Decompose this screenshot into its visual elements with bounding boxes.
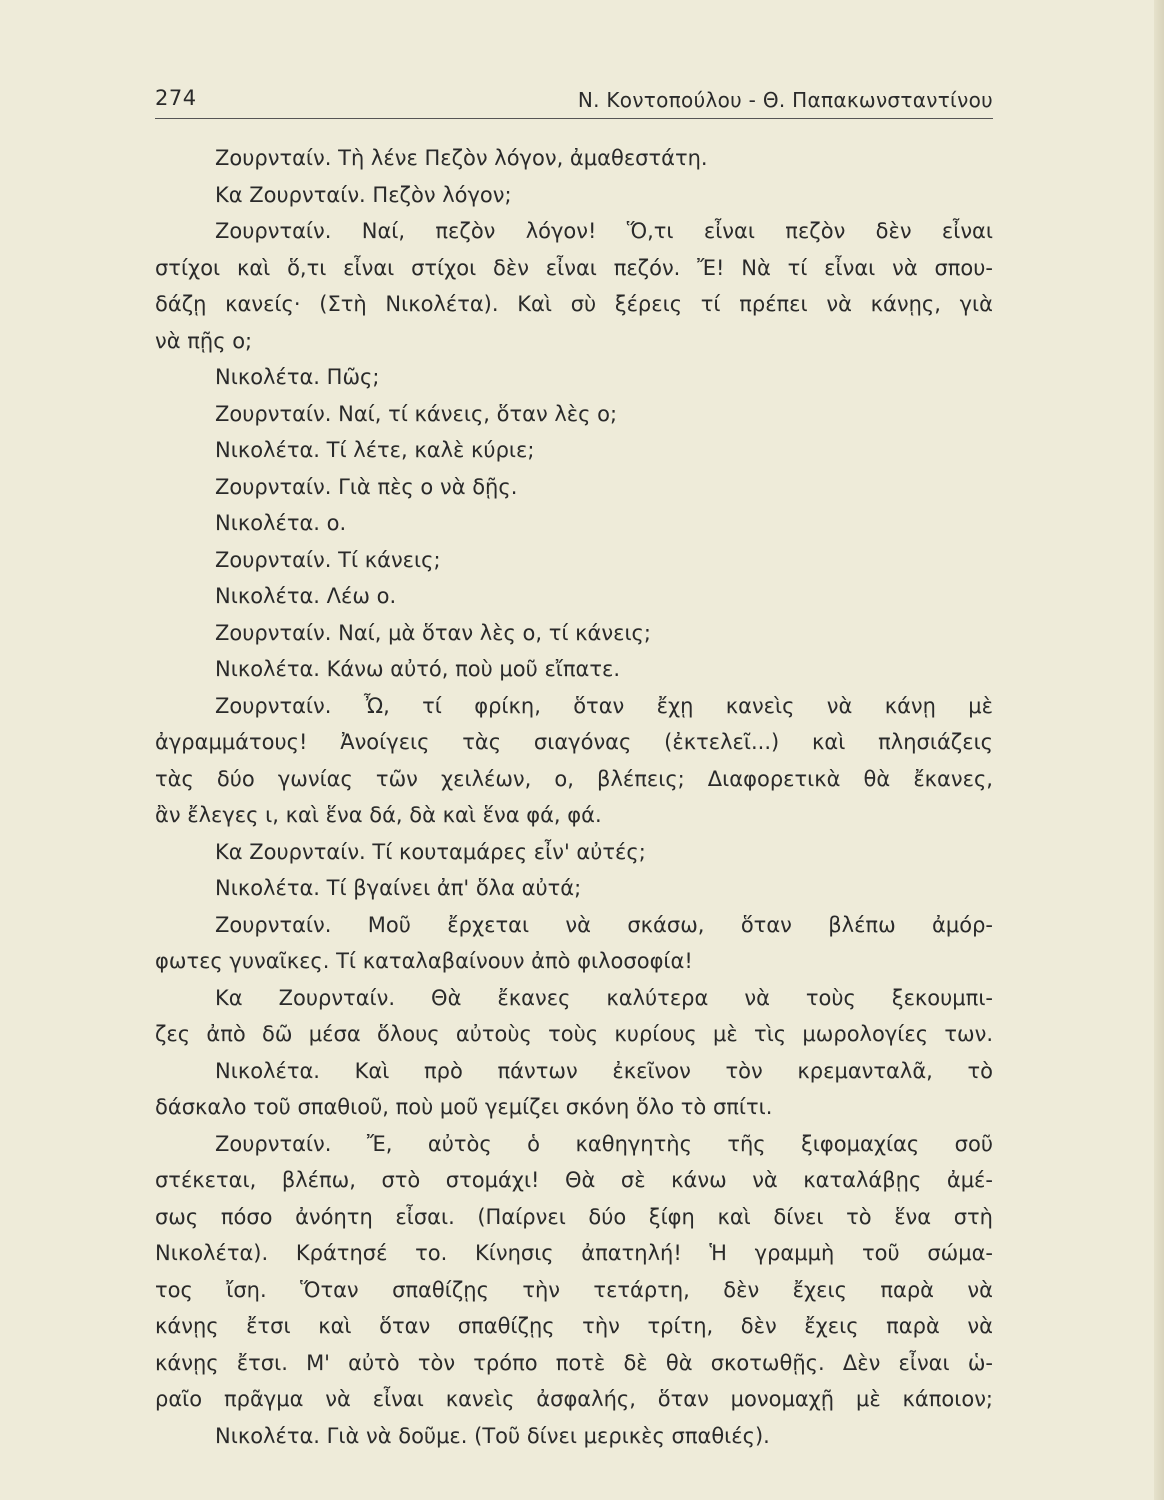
text-line: Νικολέτα. Γιὰ νὰ δοῦμε. (Τοῦ δίνει μερικὲς σπαθιές). <box>215 1423 770 1448</box>
text-line: Νικολέτα. Τί λέτε, καλὲ κύριε; <box>215 438 535 462</box>
text-line: Ζουρνταίν. Ὦ, τί φρίκη, ὅταν ἔχῃ κανεὶς νὰ κάνῃ μὲ <box>215 693 993 718</box>
text-line: Κα Ζουρνταίν. Πεζὸν λόγον; <box>215 182 512 207</box>
text-line: Νικολέτα. ο. <box>215 511 347 535</box>
text-line: Νικολέτα. Κάνω αὐτό, ποὺ μοῦ εἴπατε. <box>215 657 621 681</box>
text-line: Ζουρνταίν. Τὴ λένε Πεζὸν λόγον, ἀμαθεστάτη. <box>215 146 708 170</box>
page-header <box>155 86 993 119</box>
text-line: φωτες γυναῖκες. Τί καταλαβαίνουν ἀπὸ φιλοσοφία! <box>155 949 693 973</box>
text-line: Κα Ζουρνταίν. Τί κουταμάρες εἶν' αὐτές; <box>215 839 646 864</box>
text-line: Ζουρνταίν. Τί κάνεις; <box>215 547 441 572</box>
text-line: κάνῃς ἔτσι καὶ ὅταν σπαθίζῃς τὴν τρίτη, δὲν ἔχεις παρὰ νὰ <box>155 1314 993 1338</box>
text-line: Ζουρνταίν. Μοῦ ἔρχεται νὰ σκάσω, ὅταν βλέπω ἀμόρ- <box>215 912 993 937</box>
text-line: τος ἴση. Ὅταν σπαθίζῃς τὴν τετάρτη, δὲν ἔχεις παρὰ νὰ <box>155 1277 993 1302</box>
text-line: στίχοι καὶ ὅ,τι εἶναι στίχοι δὲν εἶναι πεζόν. Ἔ! Νὰ τί εἶναι νὰ σπου- <box>155 255 993 280</box>
text-line: Νικολέτα. Πῶς; <box>215 365 380 389</box>
text-line: κάνῃς ἔτσι. Μ' αὐτὸ τὸν τρόπο ποτὲ δὲ θὰ σκοτωθῇς. Δὲν εἶναι ὡ- <box>155 1350 993 1375</box>
text-line: Ζουρνταίν. Ναί, τί κάνεις, ὅταν λὲς ο; <box>215 401 618 426</box>
text-line: δάσκαλο τοῦ σπαθιοῦ, ποὺ μοῦ γεμίζει σκόνη ὅλο τὸ σπίτι. <box>155 1095 773 1119</box>
body-text <box>155 140 993 1454</box>
text-line: νὰ πῇς ο; <box>155 328 253 353</box>
page-number: 274 <box>155 86 197 110</box>
text-line: Ζουρνταίν. Γιὰ πὲς ο νὰ δῇς. <box>215 474 518 499</box>
text-line: Ζουρνταίν. Ναί, πεζὸν λόγον! Ὅ,τι εἶναι πεζὸν δὲν εἶναι <box>215 219 993 243</box>
text-line: Ζουρνταίν. Ναί, μὰ ὅταν λὲς ο, τί κάνεις; <box>215 620 651 645</box>
text-line: στέκεται, βλέπω, στὸ στομάχι! Θὰ σὲ κάνω νὰ καταλάβῃς ἀμέ- <box>155 1168 993 1192</box>
text-line: ραῖο πρᾶγμα νὰ εἶναι κανεὶς ἀσφαλής, ὅταν μονομαχῇ μὲ κάποιον; <box>155 1387 993 1411</box>
text-line: τὰς δύο γωνίας τῶν χειλέων, ο, βλέπεις; Διαφορετικὰ θὰ ἔκανες, <box>155 766 993 791</box>
text-line: Νικολέτα. Καὶ πρὸ πάντων ἐκεῖνον τὸν κρεμανταλᾶ, τὸ <box>215 1058 993 1083</box>
text-line: Νικολέτα). Κράτησέ το. Κίνησις ἀπατηλή! Ἡ γραμμὴ τοῦ σώμα- <box>155 1241 993 1265</box>
text-line: ζες ἀπὸ δῶ μέσα ὅλους αὐτοὺς τοὺς κυρίους μὲ τὶς μωρολογίες των. <box>155 1022 993 1046</box>
text-line: Νικολέτα. Τί βγαίνει ἀπ' ὅλα αὐτά; <box>215 876 582 900</box>
text-line: ἀγραμμάτους! Ἀνοίγεις τὰς σιαγόνας (ἐκτελεῖ...) καὶ πλησιάζεις <box>155 730 993 754</box>
running-head: Ν. Κοντοπούλου - Θ. Παπακωνσταντίνου <box>577 88 993 112</box>
text-line: Νικολέτα. Λέω ο. <box>215 584 397 608</box>
text-line: σως πόσο ἀνόητη εἶσαι. (Παίρνει δύο ξίφη καὶ δίνει τὸ ἕνα στὴ <box>155 1204 993 1229</box>
text-line: Ζουρνταίν. Ἔ, αὐτὸς ὁ καθηγητὴς τῆς ξιφομαχίας σοῦ <box>215 1131 993 1156</box>
text-line: Κα Ζουρνταίν. Θὰ ἔκανες καλύτερα νὰ τοὺς ξεκουμπι- <box>215 985 993 1010</box>
text-line: δάζῃ κανείς· (Στὴ Νικολέτα). Καὶ σὺ ξέρεις τί πρέπει νὰ κάνῃς, γιὰ <box>155 292 993 316</box>
text-line: ἂν ἔλεγες ι, καὶ ἕνα δά, δὰ καὶ ἕνα φά, φά. <box>155 803 602 827</box>
page-edge <box>1154 0 1164 1500</box>
